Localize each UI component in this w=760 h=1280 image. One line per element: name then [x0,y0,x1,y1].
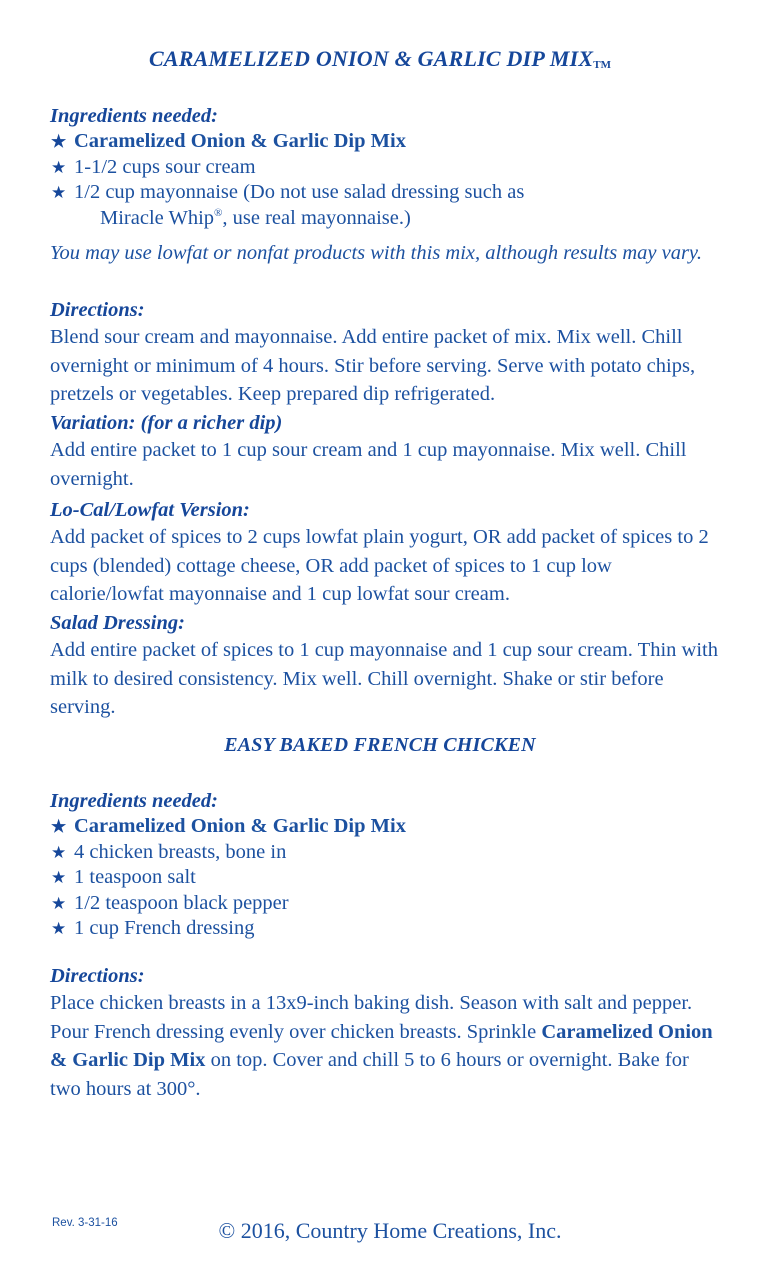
variation-heading: Variation: (for a richer dip) [50,412,283,434]
directions-text [50,989,722,1103]
lowfat-note [50,239,722,267]
revision-label: Rev. 3-31-16 [52,1217,118,1229]
star-bullet-icon: ★ [51,183,67,202]
lo-cal-text: Add packet of spices to 2 cups lowfat plain yogurt, OR add packet of spices to 2 cups (blended) cottage cheese, OR add packet of spices to 1 cup low calorie/lowfat mayonnaise and 1 cup lowfat sour cream. [50,526,709,605]
star-bullet-icon: ★ [51,157,67,177]
ingredient-continuation [74,206,722,232]
salad-dressing-section [50,610,722,722]
trademark-mark: TM [593,59,611,71]
star-bullet-icon: ★ [51,919,67,938]
list-item [50,865,722,891]
ingredient-text: 1 cup French dressing [74,917,255,939]
copyright-notice: © 2016, Country Home Creations, Inc. [218,1218,562,1243]
lowfat-note-text: You may use lowfat or nonfat products with this mix, although results may vary. [50,242,703,264]
brand-name: Miracle Whip [100,206,215,229]
star-bullet-icon: ★ [51,893,67,913]
ingredient-text: Caramelized Onion & Garlic Dip Mix [74,130,406,152]
registered-mark: ® [214,206,223,219]
lo-cal-heading: Lo-Cal/Lowfat Version: [50,499,250,521]
star-bullet-icon: ★ [51,817,67,836]
directions-text: Blend sour cream and mayonnaise. Add entire packet of mix. Mix well. Chill overnight or minimum of 4 hours. Stir before serving. Serve with potato chips, pretzels or vegetables. Keep prepared dip refrigerated. [50,326,696,405]
recipe-two-ingredients-section [50,788,722,942]
directions-text-part1: Place chicken breasts in a 13x9-inch baking dish. Season with salt and pepper. Pour French dressing evenly over chicken breasts. Sprinkle [50,992,693,1043]
list-item [50,155,722,181]
ingredients-heading: Ingredients needed: [50,790,218,812]
recipe-one-ingredients-section [50,103,722,231]
directions-heading: Directions: [50,965,145,987]
lo-cal-section [50,497,722,609]
star-bullet-icon: ★ [51,842,67,862]
variation-text: Add entire packet to 1 cup sour cream and 1 cup mayonnaise. Mix well. Chill overnight. [50,439,687,490]
recipe-two-ingredient-list [50,814,722,942]
list-item [50,891,722,917]
recipe-two-directions-section [50,963,722,1103]
list-item [50,180,722,231]
ingredients-heading: Ingredients needed: [50,105,218,127]
ingredient-continuation-text: , use real mayonnaise.) [222,206,411,229]
list-item [50,129,722,155]
recipe-one-ingredient-list [50,129,722,231]
salad-dressing-heading: Salad Dressing: [50,612,185,634]
ingredient-text: 1-1/2 cups sour cream [74,155,256,178]
recipe-one-title [0,46,760,72]
variation-section [50,410,722,493]
recipe-two-title: EASY BAKED FRENCH CHICKEN [224,734,536,756]
ingredient-text: 1/2 cup mayonnaise (Do not use salad dressing such as [74,181,525,203]
list-item [50,916,722,942]
ingredient-text: 1 teaspoon salt [74,866,196,888]
list-item [50,840,722,866]
star-bullet-icon: ★ [51,868,67,887]
salad-dressing-text: Add entire packet of spices to 1 cup mayonnaise and 1 cup sour cream. Thin with milk to desired consistency. Mix well. Chill overnight. Shake or stir before serving. [50,639,718,718]
ingredient-text: Caramelized Onion & Garlic Dip Mix [74,815,406,837]
star-bullet-icon: ★ [51,132,67,151]
directions-text-part2: on top. Cover and chill 5 to 6 hours or overnight. Bake for two hours at 300°. [50,1049,689,1100]
recipe-one-directions-section [50,297,722,409]
recipe-one-title-text: CARAMELIZED ONION & GARLIC DIP MIX [149,46,594,71]
list-item [50,814,722,840]
ingredient-text: 4 chicken breasts, bone in [74,840,287,863]
ingredient-text: 1/2 teaspoon black pepper [74,891,289,914]
directions-product-name: Caramelized Onion & Garlic Dip Mix [50,1020,713,1071]
directions-heading: Directions: [50,299,145,321]
